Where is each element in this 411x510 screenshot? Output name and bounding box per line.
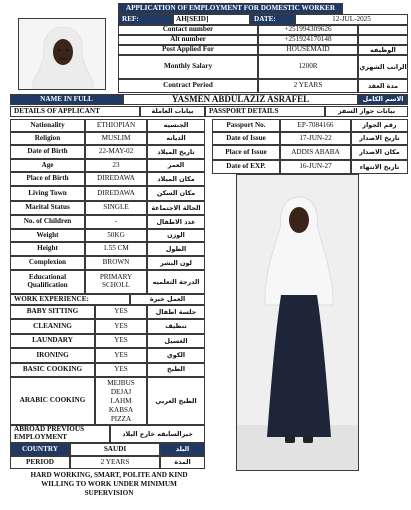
applicant-field-label: Living Town: [10, 186, 85, 201]
work-section-arabic: العمل خبرة: [130, 294, 205, 305]
work-skill-arabic: تنظيف: [147, 319, 205, 333]
full-length-photo: [236, 174, 359, 471]
contract-period-value: 2 YEARS: [258, 79, 358, 93]
country-arabic: البلد: [160, 443, 205, 456]
applicant-field-label: No. of Children: [10, 215, 85, 229]
contact-number-value: +251994309626: [258, 25, 358, 35]
period-value: 2 YEARS: [70, 456, 160, 469]
applicant-field-value: BROWN: [85, 256, 147, 270]
applicant-field-arabic: مكان السكن: [147, 186, 205, 201]
issue-place-label: Place of Issue: [212, 145, 280, 160]
applicant-field-value: MUSLIM: [85, 132, 147, 145]
arabic-cooking-label: ARABIC COOKING: [10, 377, 95, 425]
applicant-field-arabic: الوزن: [147, 229, 205, 242]
date-value: 12-JUL-2025: [295, 14, 408, 25]
applicant-field-label: Educational Qualification: [10, 270, 85, 294]
standing-figure: [237, 175, 359, 471]
issue-place-value: ADDIS ABABA: [280, 145, 351, 160]
monthly-salary-value: 1200R: [258, 55, 358, 79]
alt-number-value: +251924170148: [258, 35, 358, 45]
contact-number-arabic: [358, 25, 408, 35]
work-skill-value: YES: [95, 305, 147, 319]
applicant-field-arabic: الطول: [147, 242, 205, 256]
applicant-field-label: Religion: [10, 132, 85, 145]
applicant-field-value: -: [85, 215, 147, 229]
period-label: PERIOD: [10, 456, 70, 469]
full-name-label: NAME IN FULL: [10, 94, 123, 105]
applicant-section-label: DETAILS OF APPLICANT: [10, 106, 140, 117]
arabic-cooking-item: DEJAJ: [110, 387, 132, 396]
arabic-cooking-item: MEJBUS: [107, 378, 135, 387]
applicant-field-label: Date of Birth: [10, 145, 85, 159]
portrait-photo: [18, 18, 106, 90]
work-skill-label: BABY SITTING: [10, 305, 95, 319]
abroad-employment-label: ABROAD PREVIOUS EMPLOYMENT: [10, 425, 110, 443]
post-applied-arabic: الوظيفه: [358, 45, 408, 55]
applicant-field-arabic: الدرجة التعلميه: [147, 270, 205, 294]
applicant-field-label: Height: [10, 242, 85, 256]
applicant-field-arabic: لون البشر: [147, 256, 205, 270]
monthly-salary-arabic: الراتب الشهري: [358, 55, 408, 79]
applicant-field-arabic: العمر: [147, 159, 205, 172]
period-arabic: المدة: [160, 456, 205, 469]
work-skill-label: IRONING: [10, 348, 95, 362]
applicant-field-arabic: الديانه: [147, 132, 205, 145]
arabic-cooking-arabic: الطبخ العربي: [147, 377, 205, 425]
applicant-field-label: Nationality: [10, 119, 85, 132]
passport-no-label: Passport No.: [212, 119, 280, 132]
work-skill-arabic: الكوي: [147, 348, 205, 362]
work-skill-label: LAUNDARY: [10, 334, 95, 348]
applicant-field-value: 23: [85, 159, 147, 172]
applicant-field-label: Age: [10, 159, 85, 172]
work-skill-value: YES: [95, 348, 147, 362]
applicant-field-arabic: مكان الميلاد: [147, 172, 205, 186]
expiry-date-arabic: تاريخ الانتهاء: [351, 160, 408, 174]
applicant-field-value: 1.55 CM: [85, 242, 147, 256]
issue-place-arabic: مكان الاصدار: [351, 145, 408, 160]
country-value: SAUDI: [70, 443, 160, 456]
post-applied-value: HOUSEMAID: [258, 45, 358, 55]
work-skill-arabic: جلسة اطفال: [147, 305, 205, 319]
work-skill-arabic: الغسيل: [147, 334, 205, 348]
portrait-figure: [19, 19, 106, 90]
form-title: APPLICATION OF EMPLOYMENT FOR DOMESTIC WORKER: [118, 3, 343, 14]
applicant-field-value: ETHIOPIAN: [85, 119, 147, 132]
applicant-field-arabic: الحالة الاجتماعة: [147, 201, 205, 215]
monthly-salary-label: Monthly Salary: [118, 55, 258, 79]
alt-number-arabic: [358, 35, 408, 45]
applicant-field-arabic: تاريخ الميلاد: [147, 145, 205, 159]
applicant-section-arabic: بيانات العاملة: [140, 106, 205, 117]
work-skill-value: YES: [95, 334, 147, 348]
full-name-value: YASMEN ABDULAZIZ ASRAFEL: [123, 94, 358, 105]
passport-no-value: EP-7084166: [280, 119, 351, 132]
contact-number-label: Contact number: [118, 25, 258, 35]
applicant-field-arabic: الجنسيه: [147, 119, 205, 132]
work-skill-arabic: الطبخ: [147, 363, 205, 377]
issue-date-label: Date of Issue: [212, 132, 280, 145]
applicant-field-value: 22-MAY-02: [85, 145, 147, 159]
arabic-cooking-item: PIZZA: [110, 414, 132, 423]
applicant-field-arabic: عدد الاطفال: [147, 215, 205, 229]
date-label: DATE:: [250, 14, 295, 25]
passport-no-arabic: رقم الجواز: [351, 119, 408, 132]
issue-date-value: 17-JUN-22: [280, 132, 351, 145]
issue-date-arabic: تاريخ الاصدار: [351, 132, 408, 145]
applicant-field-label: Weight: [10, 229, 85, 242]
work-skill-label: CLEANING: [10, 319, 95, 333]
applicant-field-value: 50KG: [85, 229, 147, 242]
passport-section-arabic: بيانات جواز السفر: [325, 106, 408, 117]
alt-number-label: Alt number: [118, 35, 258, 45]
arabic-cooking-item: LAHM: [110, 396, 132, 405]
expiry-date-label: Date of EXP.: [212, 160, 280, 174]
work-skill-value: YES: [95, 363, 147, 377]
work-skill-label: BASIC COOKING: [10, 363, 95, 377]
post-applied-label: Post Applied For: [118, 45, 258, 55]
applicant-field-label: Place of Birth: [10, 172, 85, 186]
applicant-field-value: DIREDAWA: [85, 172, 147, 186]
full-name-arabic: الاسم الكامل: [358, 94, 408, 105]
applicant-field-label: Marital Status: [10, 201, 85, 215]
country-label: COUNTRY: [10, 443, 70, 456]
work-section-label: WORK EXPERIENCE:: [10, 294, 130, 305]
expiry-date-value: 16-JUN-27: [280, 160, 351, 174]
applicant-field-value: SINGLE: [85, 201, 147, 215]
ref-label: REF:: [118, 14, 173, 25]
passport-section-label: PASSPORT DETAILS: [205, 106, 325, 117]
arabic-cooking-item: KABSA: [108, 405, 134, 414]
footer-remarks: HARD WORKING, SMART, POLITE AND KIND WILLING TO WORK UNDER MINIMUM SUPERVISION: [30, 471, 188, 497]
ref-value: AH[SEID]: [173, 14, 250, 25]
arabic-cooking-items: [95, 377, 147, 425]
contract-period-arabic: مدة العقد: [358, 79, 408, 93]
applicant-field-value: PRIMARY SCHOLL: [85, 270, 147, 294]
applicant-field-value: DIREDAWA: [85, 186, 147, 201]
abroad-employment-arabic: خبرالسابقه خارج البلاد: [110, 425, 205, 443]
contract-period-label: Contract Period: [118, 79, 258, 93]
applicant-field-label: Complexion: [10, 256, 85, 270]
work-skill-value: YES: [95, 319, 147, 333]
